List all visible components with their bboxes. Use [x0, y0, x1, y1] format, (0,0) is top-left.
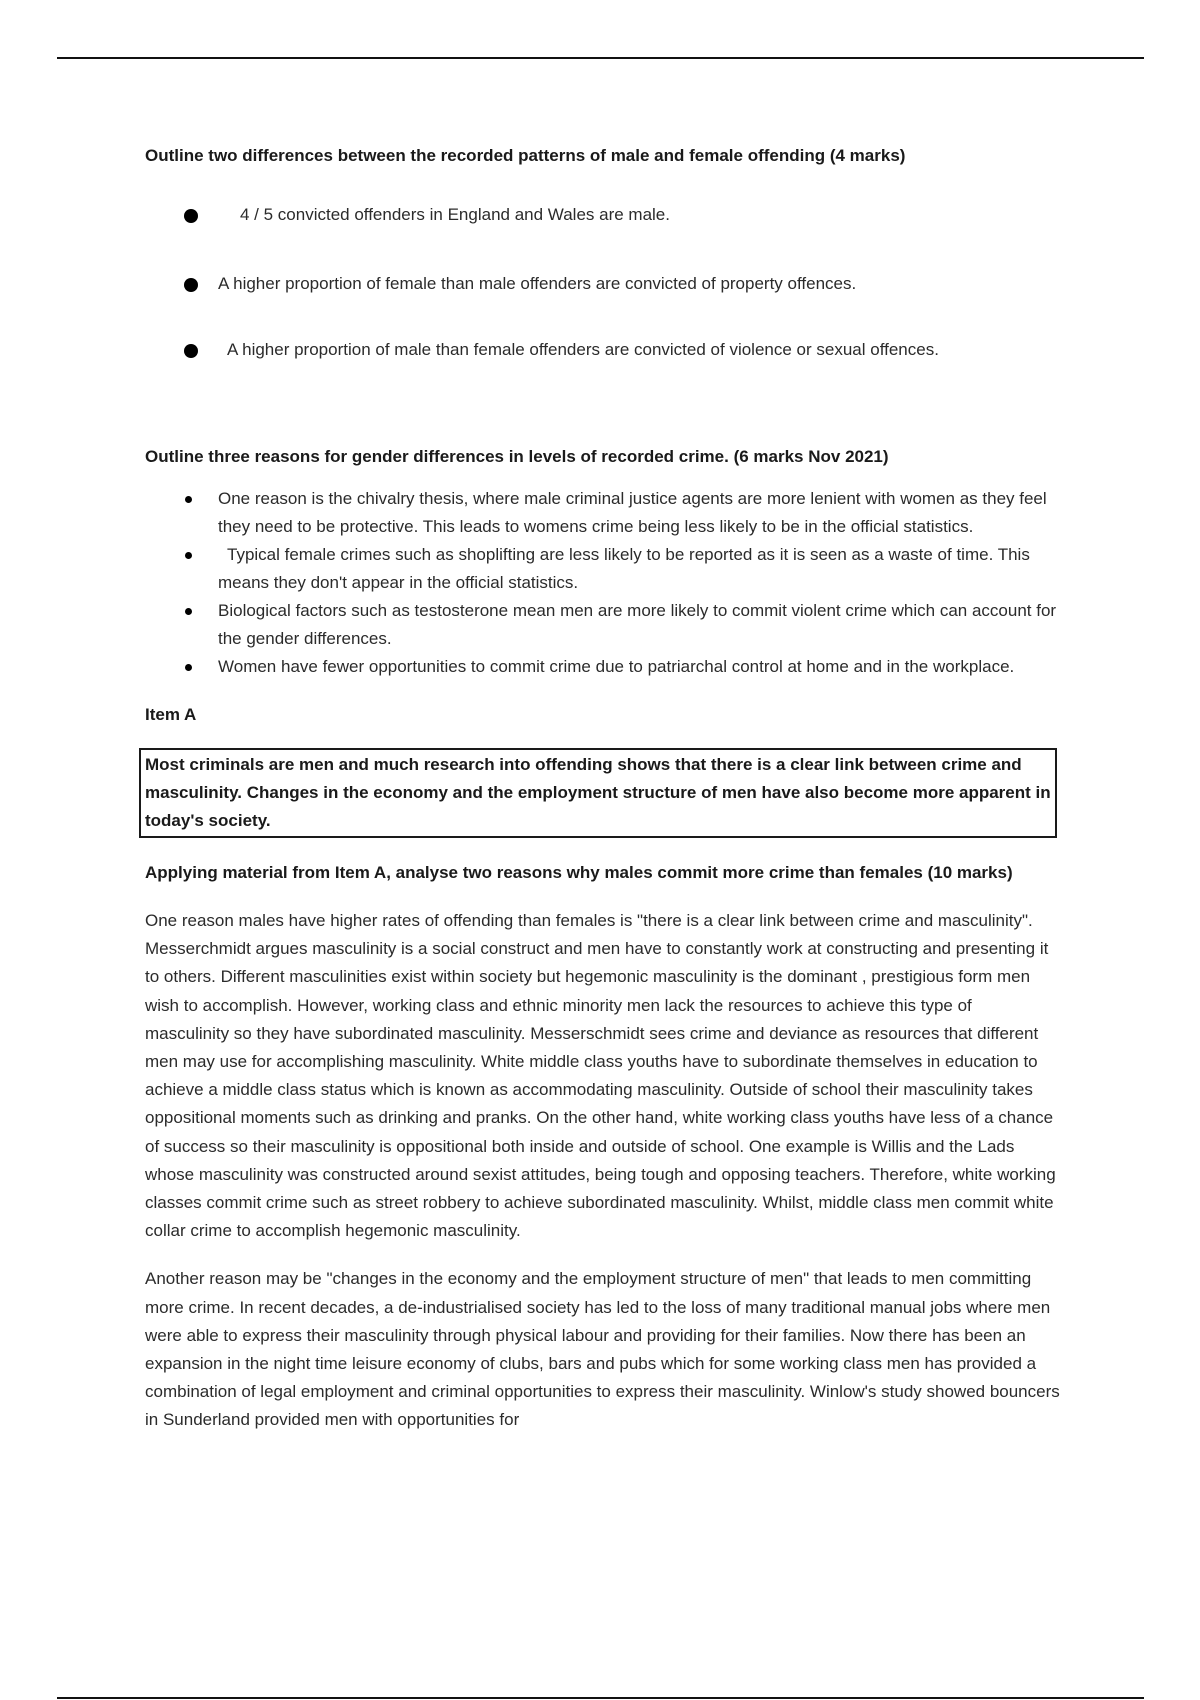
answer-bullet [145, 201, 1065, 229]
answer-bullet [145, 485, 1065, 541]
answer-text: Women have fewer opportunities to commit crime due to patriarchal control at home and in the workplace. [218, 657, 1015, 676]
question-2-heading: Outline three reasons for gender differences in levels of recorded crime. (6 marks Nov 2021) [145, 447, 889, 466]
answer-text: 4 / 5 convicted offenders in England and Wales are male. [240, 205, 670, 224]
answer-bullet [145, 336, 1065, 364]
question-3-heading: Applying material from Item A, analyse two reasons why males commit more crime than females (10 marks) [145, 863, 1013, 882]
question-2-answers [145, 485, 1065, 681]
item-a-source-box: Most criminals are men and much research into offending shows that there is a clear link between crime and masculinity. Changes in the economy and the employment structure of men have also become more apparent in today's society. [139, 748, 1057, 838]
answer-text: Biological factors such as testosterone mean men are more likely to commit violent crime which can account for the gender differences. [218, 601, 1057, 648]
question-1-answers [145, 201, 1065, 364]
answer-text: A higher proportion of female than male offenders are convicted of property offences. [218, 274, 857, 293]
answer-text: A higher proportion of male than female offenders are convicted of violence or sexual offences. [227, 340, 939, 359]
item-a-label: Item A [145, 705, 197, 724]
answer-bullet [145, 597, 1065, 653]
bullet-dot-icon [185, 552, 192, 559]
question-1-heading: Outline two differences between the recorded patterns of male and female offending (4 marks) [145, 146, 906, 165]
document-body [145, 142, 1065, 1435]
bullet-dot-icon [184, 344, 198, 358]
top-rule [57, 57, 1144, 59]
bottom-rule [57, 1697, 1144, 1699]
answer-text: Typical female crimes such as shoplifting are less likely to be reported as it is seen as a waste of time. This means they don't appear in the official statistics. [218, 545, 1030, 592]
answer-paragraph: One reason males have higher rates of offending than females is "there is a clear link between crime and masculinity". Messerchmidt argues masculinity is a social construct and men have to constantly work at constructing and presenting it to others. Different masculinities exist within society but hegemonic masculinity is the dominant , prestigious form men wish to accomplish. However, working class and ethnic minority men lack the resources to achieve this type of masculinity so they have subordinated masculinity. Messerschmidt sees crime and deviance as resources that different men may use for accomplishing masculinity. White middle class youths have to subordinate themselves in education to achieve a middle class status which is known as accommodating masculinity. Outside of school their masculinity takes oppositional moments such as drinking and pranks. On the other hand, white working class youths have less of a chance of success so their masculinity is oppositional both inside and outside of school. One example is Willis and the Lads whose masculinity was constructed around sexist attitudes, being tough and opposing teachers. Therefore, white working classes commit crime such as street robbery to achieve subordinated masculinity. Whilst, middle class men commit white collar crime to accomplish hegemonic masculinity. [145, 911, 1056, 1241]
bullet-dot-icon [185, 664, 192, 671]
answer-paragraph: Another reason may be "changes in the economy and the employment structure of men" that leads to men committing more crime. In recent decades, a de-industrialised society has led to the loss of many traditional manual jobs where men were able to express their masculinity through physical labour and providing for their families. Now there has been an expansion in the night time leisure economy of clubs, bars and pubs which for some working class men has provided a combination of legal employment and criminal opportunities to express their masculinity. Winlow's study showed bouncers in Sunderland provided men with opportunities for [145, 1269, 1060, 1430]
answer-bullet [145, 541, 1065, 597]
bullet-dot-icon [185, 608, 192, 615]
answer-text: One reason is the chivalry thesis, where male criminal justice agents are more lenient with women as they feel they need to be protective. This leads to womens crime being less likely to be in the official statistics. [218, 489, 1047, 536]
bullet-dot-icon [185, 496, 192, 503]
answer-bullet [145, 270, 1065, 298]
bullet-dot-icon [184, 278, 198, 292]
bullet-dot-icon [184, 209, 198, 223]
answer-bullet [145, 653, 1065, 681]
